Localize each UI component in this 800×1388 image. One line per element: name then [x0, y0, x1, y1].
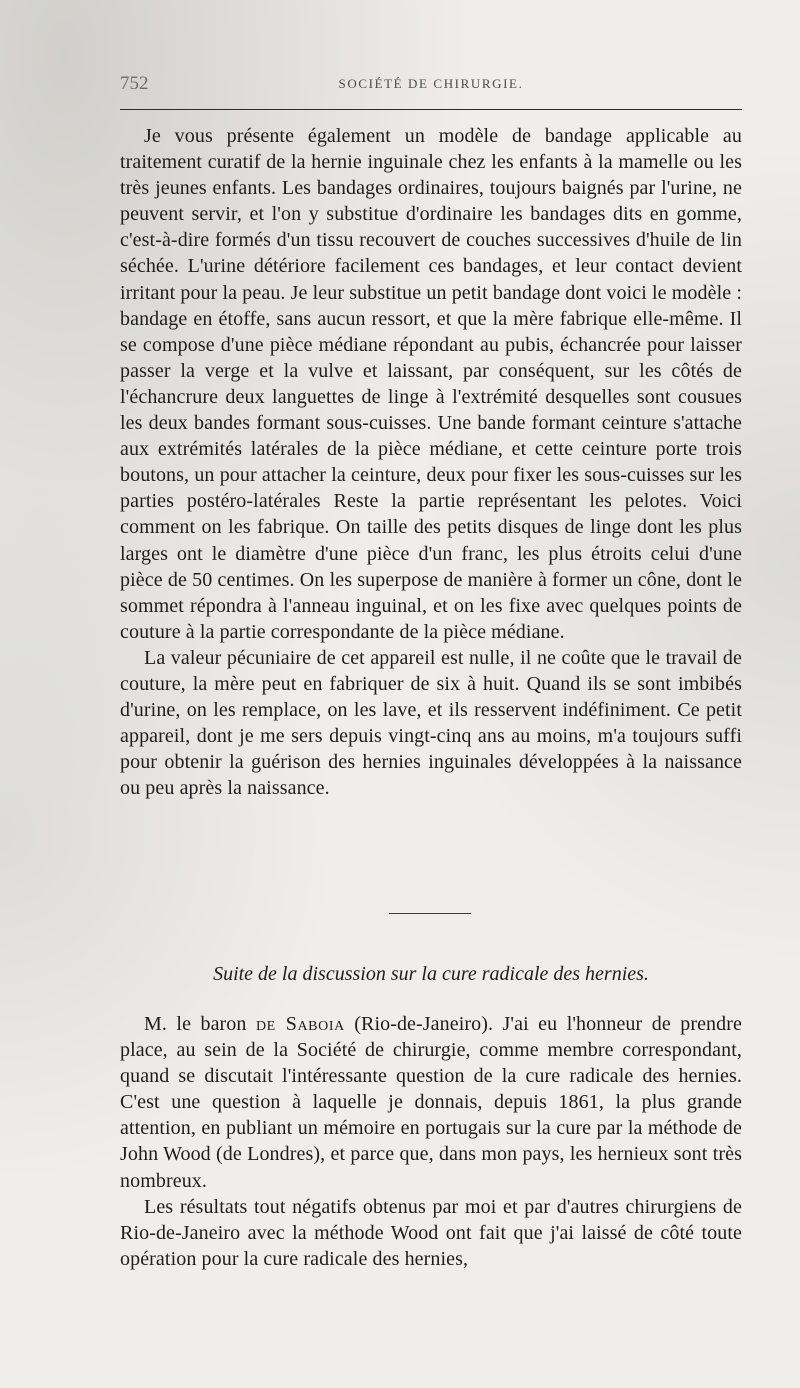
page-number: 752 — [120, 73, 149, 94]
page-header — [120, 73, 742, 99]
paragraph-results: Les résultats tout négatifs obtenus par moi et par d'autres chirurgiens de Rio-de-Janeiro avec la méthode Wood ont fait que j'ai laissé de côté toute opération pour la cure radicale des hernies, — [120, 1195, 742, 1270]
paragraph-bandage-value: La valeur pécuniaire de cet appareil est nulle, il ne coûte que le travail de couture, la mère peut en fabriquer de six à huit. Quand ils se sont imbibés d'urine, on les remplace, on les lave, et ils resservent indéfiniment. Ce petit appareil, dont je me sers depuis vingt-cinq ans au moins, m'a toujours suffi pour obtenir la guérison des hernies inguinales développées à la naissance ou peu après la naissance. — [120, 646, 742, 800]
section-title: Suite de la discussion sur la cure radicale des hernies. — [213, 963, 649, 985]
body-text-part2 — [120, 1011, 742, 1272]
running-title: SOCIÉTÉ DE CHIRURGIE. — [338, 76, 524, 91]
speaker-text: (Rio-de-Janeiro). J'ai eu l'honneur de prendre place, au sein de la Société de chirurgie, comme membre correspondant, quand se discutait l'intéressante question de la cure radicale des hernies. C'est une question à laquelle je donnais, depuis 1861, la plus grande attention, en publiant un mémoire en portugais sur la cure par la méthode de John Wood (de Londres), et parce que, dans mon pays, les hernieux sont très nombreux. — [120, 1013, 742, 1192]
body-text-part1 — [120, 123, 742, 801]
paragraph-bandage-model: Je vous présente également un modèle de bandage applicable au traitement curatif de la hernie inguinale chez les enfants à la mamelle ou les très jeunes enfants. Les bandages ordinaires, toujours baignés par l'urine, ne peuvent servir, et l'on y substitue d'ordinaire les bandages dits en gomme, c'est-à-dire formés d'un tissu recouvert de couches successives d'huile de lin séchée. L'urine détériore facilement ces bandages, et leur contact devient irritant pour la peau. Je leur substitue un petit bandage dont voici le modèle : bandage en étoffe, sans aucun ressort, et que la mère fabrique elle-même. Il se compose d'une pièce médiane répondant au pubis, échancrée pour laisser passer la verge et la vulve et laissant, par conséquent, sur les côtés de l'échancrure deux languettes de linge à l'extrémité desquelles sont cousues les deux bandes formant sous-cuisses. Une bande formant ceinture s'attache aux extrémités latérales de la pièce médiane, et cette ceinture porte trois boutons, un pour attacher la ceinture, deux pour fixer les sous-cuisses sur les parties postéro-latérales Reste la partie représentant les pelotes. Voici comment on les fabrique. On taille des petits disques de linge dont les plus larges ont le diamètre d'une pièce d'un franc, les plus étroits celui d'une pièce de 50 centimes. On les superpose de manière à former un cône, dont le sommet répondra à l'anneau inguinal, et on les fixe avec quelques points de couture à la partie correspondante de la pièce médiane. — [120, 125, 742, 643]
header-rule — [120, 109, 742, 110]
section-divider — [389, 913, 471, 914]
paragraph-speaker — [120, 1011, 742, 1194]
speaker-name: de Saboia — [255, 1013, 345, 1035]
speaker-prefix: M. le baron — [144, 1013, 256, 1035]
